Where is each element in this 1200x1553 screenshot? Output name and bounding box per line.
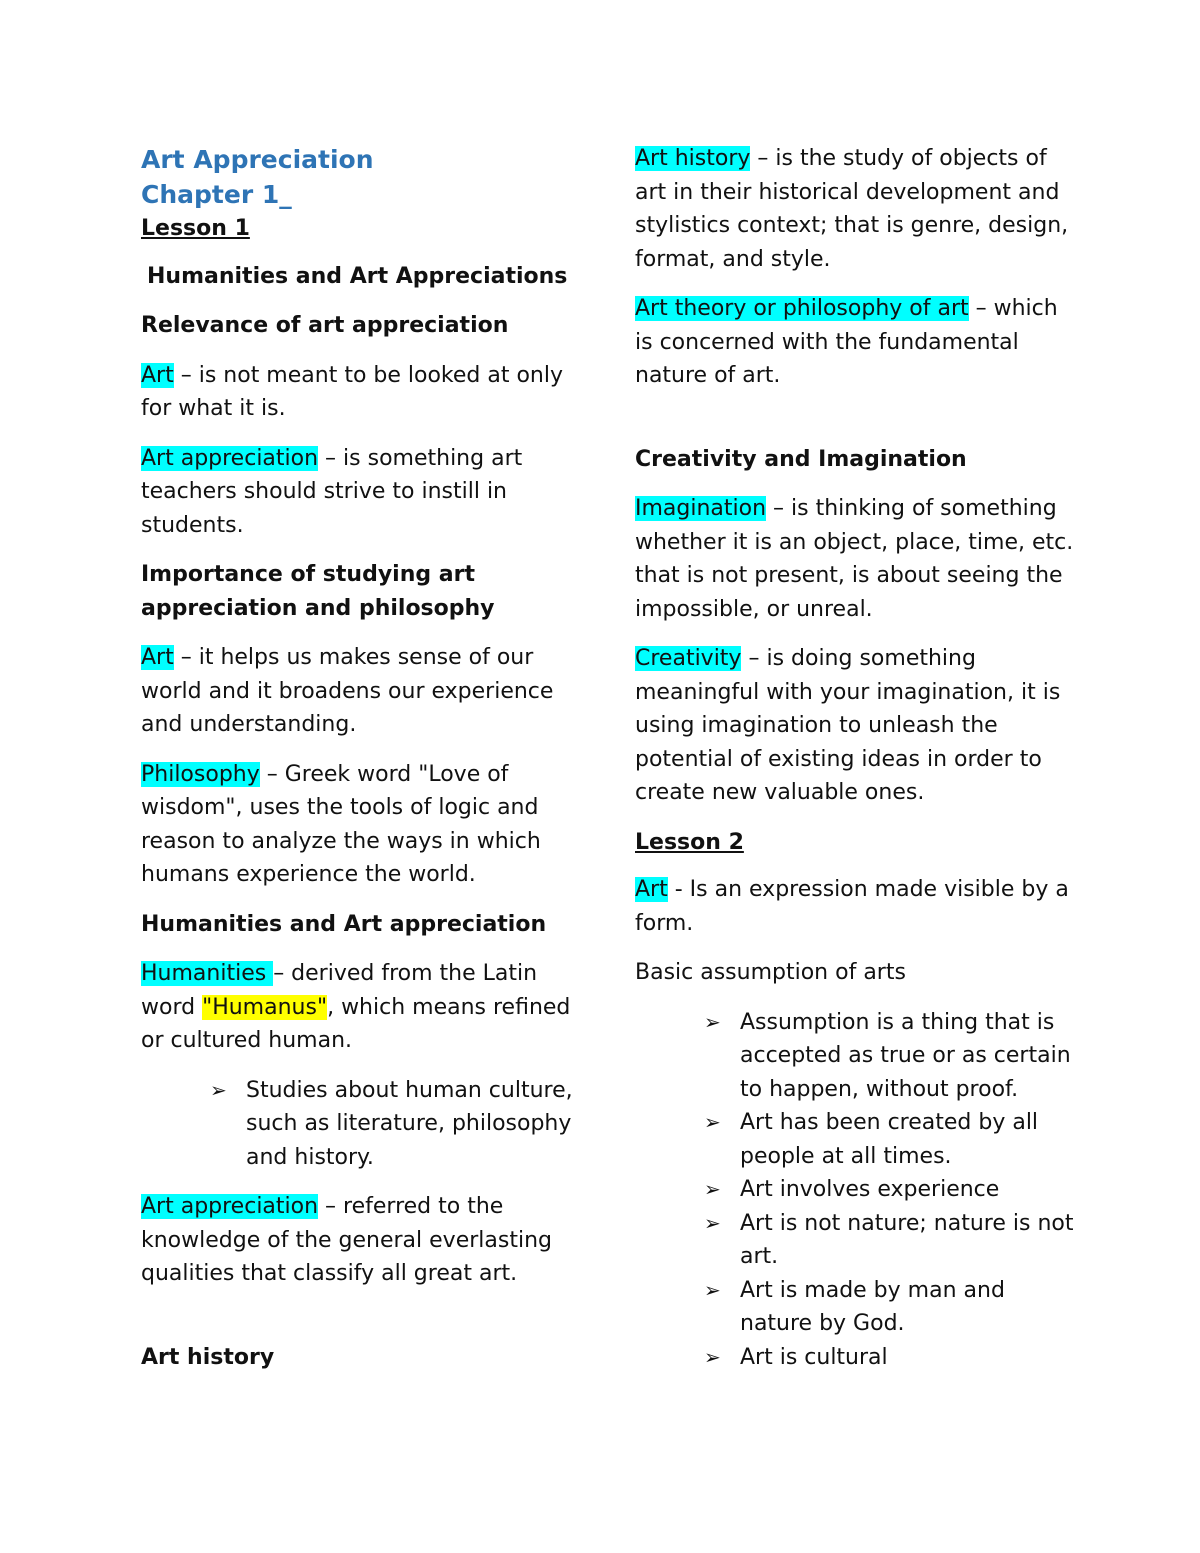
art-appreciation-term: Art appreciation [141, 445, 319, 471]
art-theory-term: Art theory or philosophy of art [635, 296, 969, 321]
bullet-text: Assumption is a thing that is accepted as true or as certain to happen, without proof. [740, 1009, 1071, 1102]
art-history-heading: Art history [141, 1344, 275, 1370]
art-def-text: – is not meant to be looked at only for what it is. [141, 362, 564, 421]
doc-title: Art Appreciation [141, 145, 374, 174]
imagination-def-text: – is thinking of something whether it is an object, place, time, etc. that is not present, is about seeing the impossible, or unreal. [635, 496, 1074, 622]
art-definition [141, 359, 581, 426]
humanities-heading: Humanities and Art Appreciations [147, 263, 568, 289]
philosophy-definition [141, 758, 581, 892]
relevance-heading: Relevance of art appreciation [141, 313, 509, 338]
list-item [704, 1274, 1075, 1341]
philosophy-term: Philosophy [141, 761, 260, 787]
imagination-term: Imagination [635, 496, 767, 521]
list-item [704, 1207, 1075, 1274]
humanities-def-text-b: , which means refined or cultured human. [141, 994, 571, 1053]
assumptions-bullet-list [635, 1006, 1075, 1375]
list-item [704, 1341, 1075, 1375]
humanities-term: Humanities [141, 961, 274, 986]
arrowhead-bullet-icon: ➢ [704, 1177, 721, 1201]
art-def-text-2: – it helps us makes sense of our world and it broadens our experience and understanding. [141, 645, 554, 737]
art-definition-2 [141, 641, 581, 742]
humanities-art-heading: Humanities and Art appreciation [141, 911, 547, 937]
chapter-title: Chapter 1_ [141, 180, 292, 209]
humanus-term: "Humanus" [202, 994, 328, 1020]
bullet-text: Art is made by man and nature by God. [740, 1277, 1005, 1336]
art-term: Art [141, 362, 174, 388]
art-theory-definition [635, 292, 1075, 393]
left-column [141, 142, 581, 1390]
art-appreciation-term-2: Art appreciation [141, 1194, 319, 1219]
art-term-lesson2: Art [635, 877, 668, 902]
humanities-bullet-list [141, 1074, 581, 1175]
bullet-text: Art has been created by all people at all times. [740, 1110, 1039, 1169]
creativity-def-text: – is doing something meaningful with your imagination, it is using imagination to unleash the potential of existing ideas in order to create new valuable ones. [635, 646, 1061, 805]
art-history-def-text: – is the study of objects of art in their historical development and stylistics context; that is genre, design, format, and style. [635, 146, 1069, 272]
art-history-definition [635, 142, 1075, 276]
art-appreciation-definition-2 [141, 1190, 581, 1291]
right-column [635, 142, 1075, 1390]
bullet-text: Art is cultural [740, 1344, 888, 1370]
humanities-definition [141, 957, 581, 1058]
art-appreciation-def-text: – is something art teachers should strive to instill in students. [141, 445, 523, 538]
bullet-text: Art is not nature; nature is not art. [740, 1210, 1074, 1269]
creativity-term: Creativity [635, 646, 742, 671]
humanities-def-text-a: – derived from the Latin word [141, 961, 538, 1020]
arrowhead-bullet-icon: ➢ [704, 1009, 721, 1034]
arrowhead-bullet-icon: ➢ [704, 1110, 721, 1134]
arrowhead-bullet-icon: ➢ [704, 1210, 721, 1235]
bullet-text: Studies about human culture, such as literature, philosophy and history. [246, 1077, 573, 1170]
arrowhead-bullet-icon: ➢ [704, 1277, 721, 1302]
art-term-2: Art [141, 645, 174, 670]
lesson-1-heading: Lesson 1 [141, 216, 250, 241]
philosophy-def-text: – Greek word "Love of wisdom", uses the tools of logic and reason to analyze the ways in which humans experience the world. [141, 761, 541, 887]
bullet-text: Art involves experience [740, 1177, 1000, 1202]
art-def-text-lesson2: - Is an expression made visible by a form. [635, 877, 1069, 936]
importance-heading: Importance of studying art appreciation and philosophy [141, 562, 495, 621]
list-item [704, 1106, 1075, 1173]
list-item [704, 1173, 1075, 1207]
art-theory-def-text: – which is concerned with the fundamental nature of art. [635, 296, 1058, 388]
imagination-definition [635, 492, 1075, 626]
arrowhead-bullet-icon: ➢ [210, 1077, 227, 1102]
lesson-2-heading: Lesson 2 [635, 829, 744, 855]
art-appreciation-definition [141, 442, 581, 543]
arrowhead-bullet-icon: ➢ [704, 1344, 721, 1369]
art-history-term: Art history [635, 146, 751, 171]
list-item [704, 1006, 1075, 1107]
creativity-heading: Creativity and Imagination [635, 446, 967, 472]
creativity-definition [635, 642, 1075, 810]
list-item [210, 1074, 581, 1175]
basic-assumption-heading: Basic assumption of arts [635, 960, 906, 985]
art-definition-lesson2 [635, 873, 1075, 940]
art-appreciation-def-text-2: – referred to the knowledge of the general everlasting qualities that classify all great art. [141, 1194, 552, 1286]
